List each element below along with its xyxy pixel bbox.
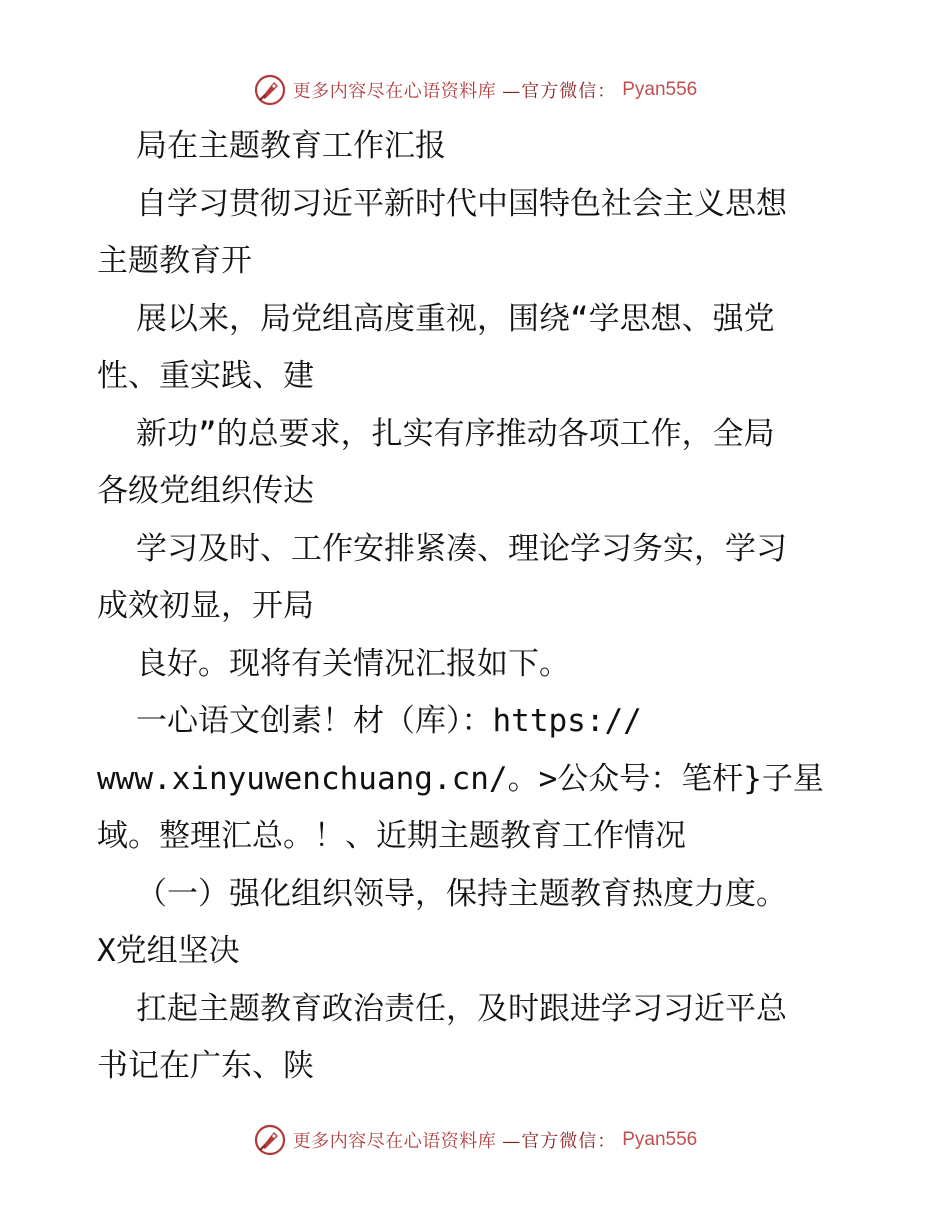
banner-main-text: 更多内容尽在心语资料库: [292, 81, 497, 102]
banner-sub-text: —官方微信：: [502, 81, 617, 102]
text-line: X党组坚决: [97, 933, 240, 969]
banner-wechat-id: Pyan556: [622, 79, 698, 100]
text-line: 展以来，局党组高度重视，围绕“学思想、强党: [136, 300, 775, 337]
pen-nib-logo-icon: [253, 73, 287, 107]
text-line: 扛起主题教育政治责任，及时跟进学习习近平总: [136, 990, 787, 1027]
text-line: 主题教育开: [97, 243, 252, 279]
text-line: 自学习贯彻习近平新时代中国特色社会主义思想: [136, 185, 787, 222]
text-line: 性、重实践、建: [97, 358, 314, 394]
text-line: 域。整理汇总。！、近期主题教育工作情况: [97, 818, 686, 854]
banner-wechat-id: Pyan556: [622, 1129, 698, 1150]
text-line: 学习及时、工作安排紧凑、理论学习务实，学习: [136, 530, 787, 567]
text-line: 良好。现将有关情况汇报如下。: [136, 645, 570, 682]
text-line: 成效初显，开局: [97, 588, 314, 624]
text-line: 新功”的总要求，扎实有序推动各项工作，全局: [136, 415, 775, 452]
text-line: 书记在广东、陕: [97, 1048, 314, 1084]
pen-nib-logo-icon: [253, 1123, 287, 1157]
text-line: 一心语文创素！材（库）：https://: [136, 703, 642, 739]
text-line: 各级党组织传达: [97, 473, 314, 509]
document-body: [97, 118, 867, 1096]
banner-sub-text: —官方微信：: [502, 1131, 617, 1152]
footer-watermark-banner: [0, 1120, 950, 1160]
section-heading-line: （一）强化组织领导，保持主题教育热度力度。: [136, 875, 787, 912]
document-title-line: 局在主题教育工作汇报: [136, 128, 446, 164]
text-line: www.xinyuwenchuang.cn/。>公众号：笔杆}子星: [97, 760, 824, 797]
banner-main-text: 更多内容尽在心语资料库: [292, 1131, 497, 1152]
header-watermark-banner: [0, 70, 950, 110]
